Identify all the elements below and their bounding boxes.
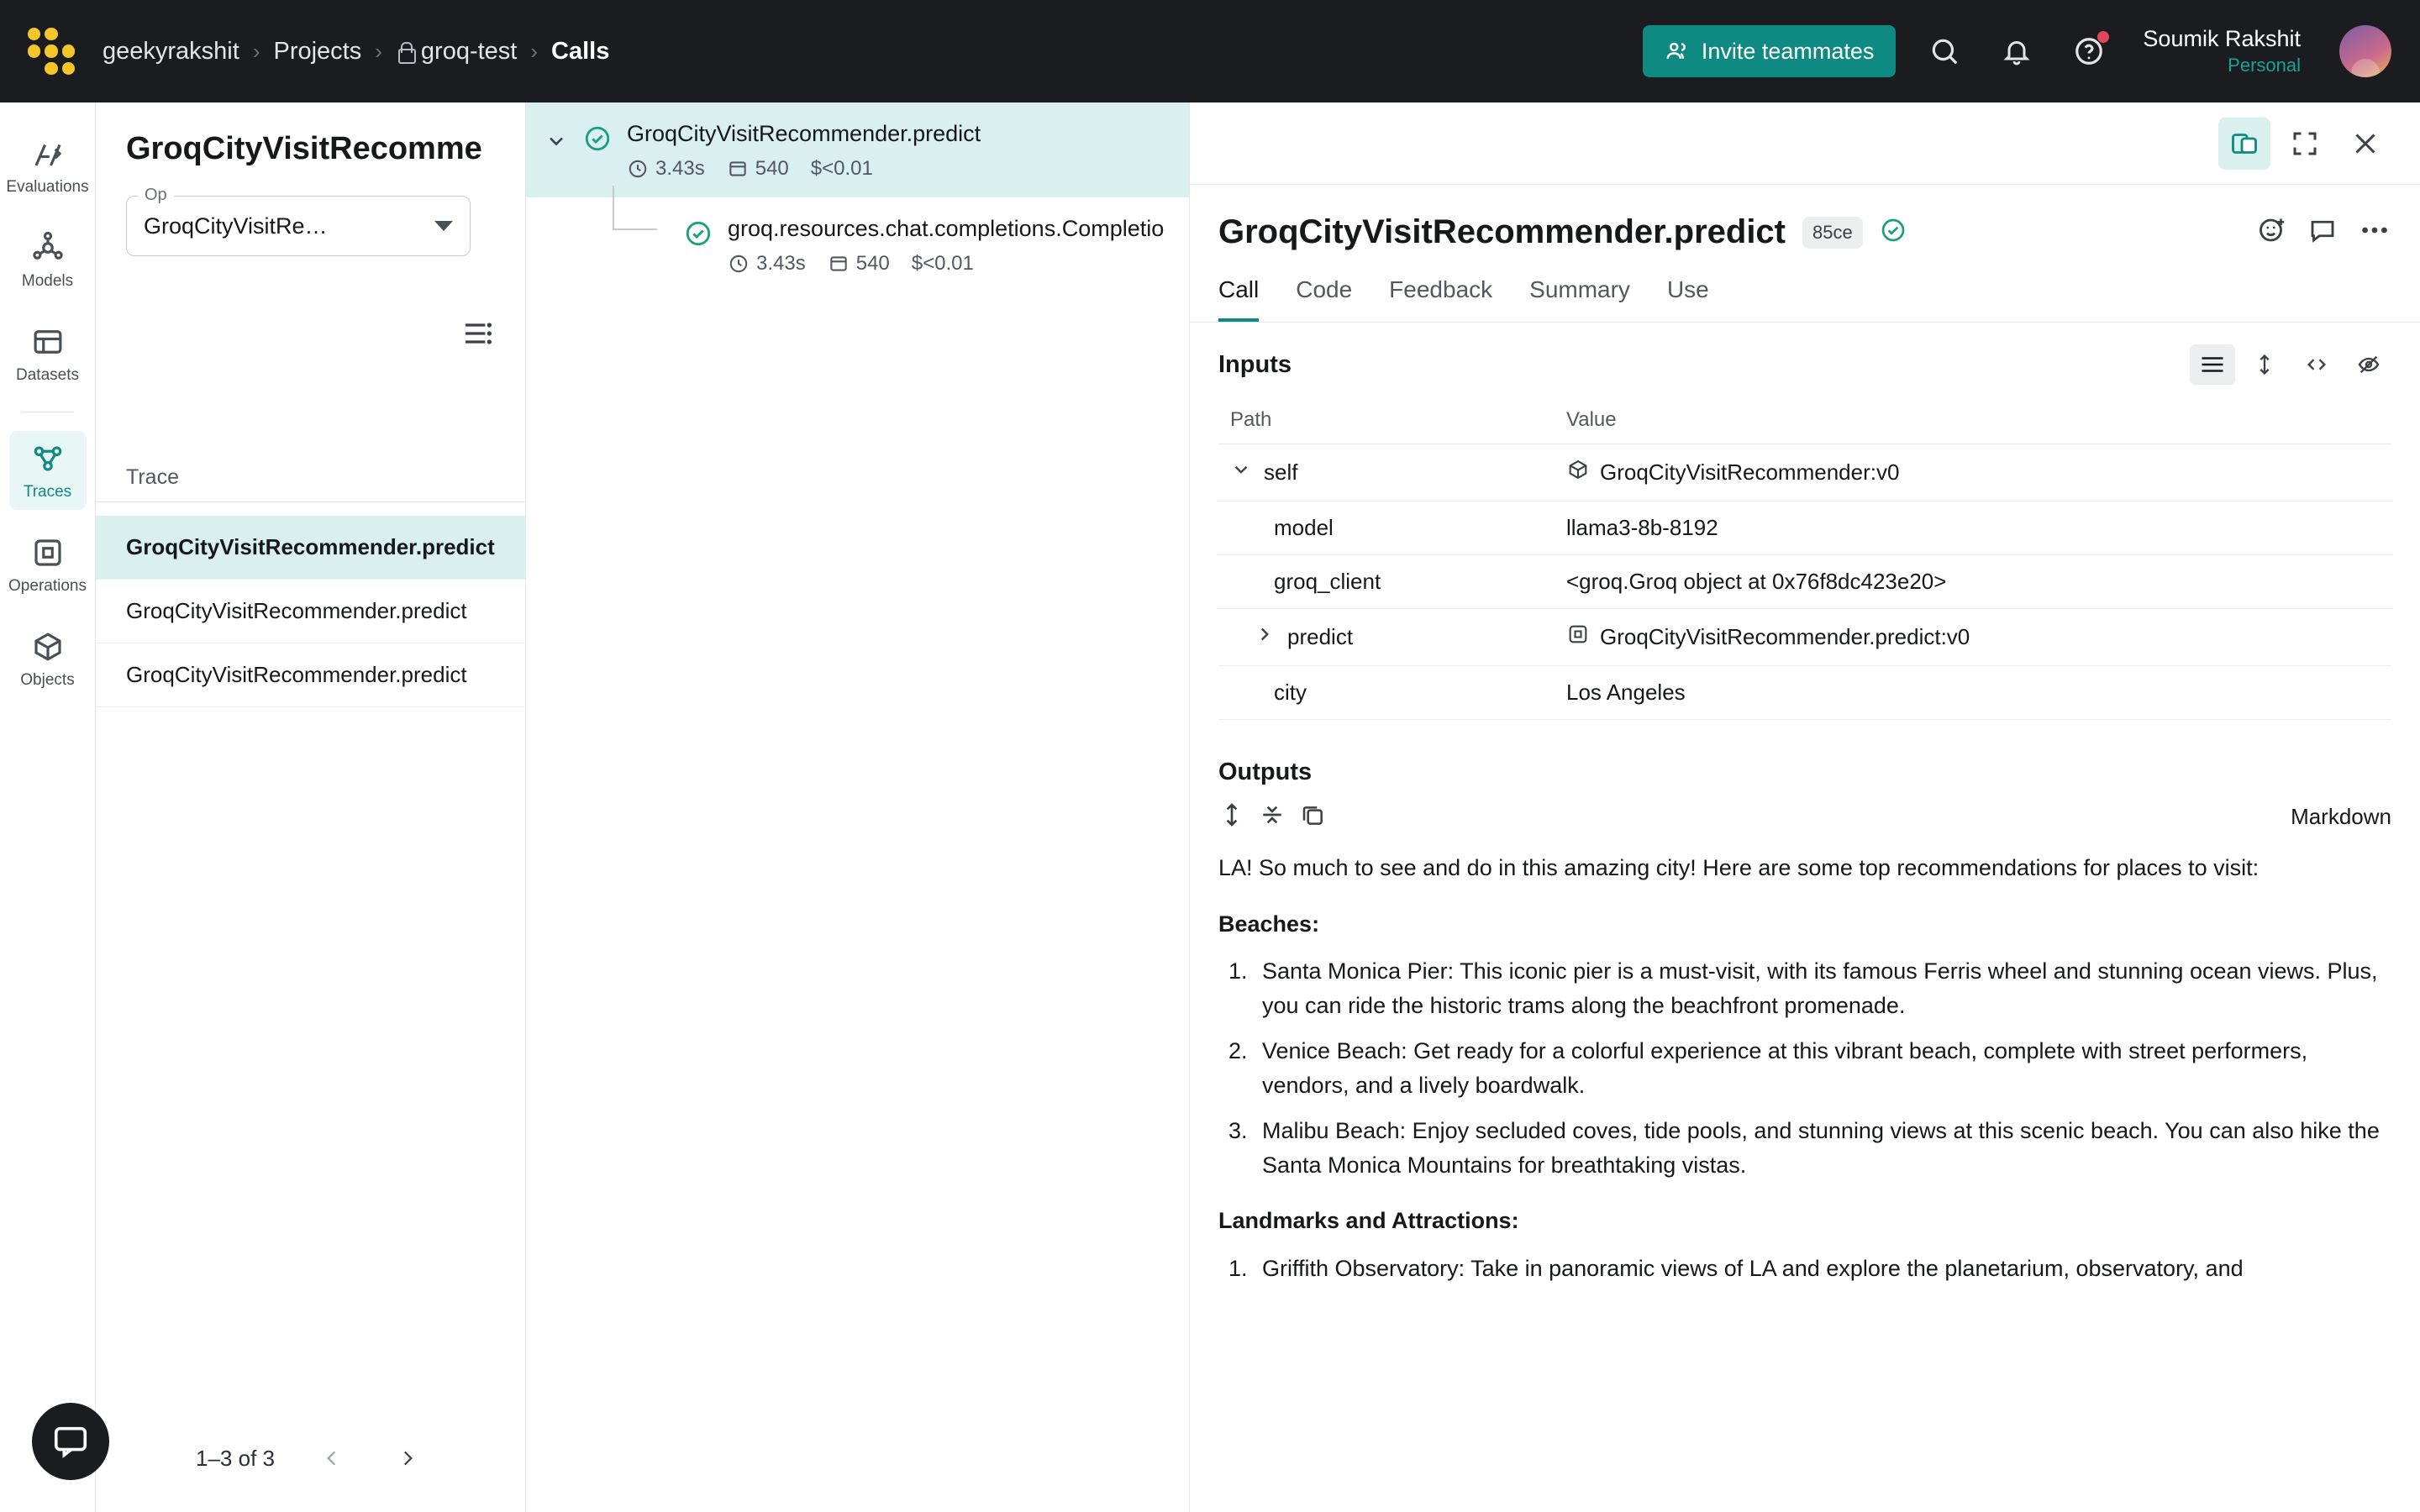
- chevron-right-icon[interactable]: [1254, 623, 1276, 651]
- evaluations-icon: [30, 136, 66, 171]
- sidebar-label-traces: Traces: [23, 483, 72, 501]
- inputs-title: Inputs: [1218, 350, 1292, 378]
- list-item: 2. Venice Beach: Get ready for a colorful experience at this vibrant beach, complete with street performers, vendors, and a lively boardwalk.: [1254, 1034, 2391, 1102]
- tokens-metric: [828, 252, 890, 276]
- inputs-table: [1218, 400, 2391, 720]
- inputs-view-tools: [2190, 344, 2391, 385]
- sidebar-label-objects: Objects: [20, 671, 75, 689]
- breadcrumb-entity[interactable]: geekyrakshit: [103, 37, 239, 65]
- list-item[interactable]: GroqCityVisitRecommender.predict: [96, 643, 526, 707]
- table-row[interactable]: [1218, 444, 2391, 501]
- duration-value: 3.43s: [756, 252, 806, 275]
- more-options-icon[interactable]: [2358, 215, 2391, 249]
- input-value-label[interactable]: GroqCityVisitRecommender.predict:v0: [1600, 624, 1970, 649]
- outputs-section-heading: Landmarks and Attractions:: [1218, 1208, 1519, 1233]
- column-settings-icon[interactable]: [461, 319, 495, 352]
- tokens-icon: [828, 253, 850, 275]
- invite-teammates-button[interactable]: [1643, 25, 1897, 77]
- notifications-bell-icon[interactable]: [1993, 28, 2040, 75]
- list-item: 3. Malibu Beach: Enjoy secluded coves, tide pools, and stunning views at this scenic beach. You can also hike the Santa Monica Mountains for breathtaking vistas.: [1254, 1114, 2391, 1182]
- duration-value: 3.43s: [655, 157, 705, 180]
- cube-icon: [1566, 458, 1590, 487]
- page-title: GroqCityVisitRecomme: [126, 131, 482, 166]
- input-value-cell: <groq.Groq object at 0x76f8dc423e20>: [1555, 555, 2391, 609]
- sidebar-item-datasets[interactable]: [9, 314, 87, 393]
- top-bar: [0, 0, 2420, 102]
- op-icon: [1566, 622, 1590, 652]
- status-success-icon: [1880, 217, 1907, 248]
- outputs-intro: LA! So much to see and do in this amazing city! Here are some top recommendations for places to visit:: [1218, 855, 2260, 880]
- expand-collapse-icon[interactable]: [2242, 344, 2287, 385]
- chevron-down-icon: [434, 221, 453, 231]
- breadcrumb-separator-icon: ›: [530, 38, 539, 64]
- op-filter: [126, 186, 471, 256]
- clock-icon: [728, 253, 750, 275]
- input-path-label: model: [1274, 515, 1334, 540]
- previous-page-button[interactable]: [313, 1440, 350, 1477]
- input-path-cell: [1218, 444, 1555, 501]
- sidebar-label-operations: Operations: [8, 577, 87, 595]
- trace-list: [96, 516, 526, 707]
- inputs-section-header: [1190, 323, 2420, 400]
- input-value-label[interactable]: GroqCityVisitRecommender:v0: [1600, 459, 1900, 485]
- input-path-label: predict: [1287, 624, 1354, 649]
- detail-window-controls: [1190, 102, 2420, 185]
- sidebar-item-evaluations[interactable]: [6, 126, 89, 205]
- people-icon: [1665, 39, 1690, 64]
- trace-node-name: GroqCityVisitRecommender.predict: [627, 121, 981, 146]
- sidebar-label-datasets: Datasets: [16, 366, 79, 384]
- trace-node-meta: [627, 157, 981, 181]
- table-row[interactable]: [1218, 555, 2391, 609]
- tree-connector-icon: [605, 186, 664, 244]
- list-item: 1. Santa Monica Pier: This iconic pier is a must-visit, with its famous Ferris wheel and stunning ocean views. Plus, you can ride the historic trams along the beachfront promenade.: [1254, 954, 2391, 1022]
- close-icon[interactable]: [2339, 118, 2391, 170]
- trace-tree-panel: [526, 102, 1190, 1512]
- detail-header: [1190, 185, 2420, 251]
- support-chat-button[interactable]: [32, 1403, 109, 1480]
- pagination-label: 1–3 of 3: [196, 1445, 275, 1471]
- user-name: Soumik Rakshit: [2143, 26, 2301, 52]
- detail-header-actions: [2257, 215, 2391, 249]
- help-icon[interactable]: [2065, 28, 2112, 75]
- outputs-title: Outputs: [1218, 759, 1313, 785]
- tokens-value: 540: [755, 157, 789, 180]
- trace-column-header: Trace: [96, 465, 526, 502]
- user-menu[interactable]: [2143, 25, 2301, 76]
- sidebar-label-models: Models: [21, 272, 74, 290]
- models-icon: [30, 230, 66, 265]
- cost-metric: [811, 157, 873, 181]
- breadcrumb-current: Calls: [551, 37, 610, 65]
- trace-tree-node[interactable]: [526, 102, 1189, 197]
- input-path-label: city: [1274, 680, 1307, 705]
- traces-icon: [30, 441, 66, 476]
- tab-call[interactable]: Call: [1218, 276, 1259, 322]
- search-icon[interactable]: [1921, 28, 1968, 75]
- next-page-button[interactable]: [389, 1440, 426, 1477]
- outputs-tools: [1190, 786, 2420, 832]
- outputs-markdown: [1190, 832, 2420, 1285]
- list-view-icon[interactable]: [2190, 344, 2235, 385]
- op-filter-select[interactable]: [126, 196, 471, 256]
- sidebar-item-objects[interactable]: [9, 619, 87, 698]
- datasets-icon: [30, 324, 66, 360]
- column-header-path: Path: [1218, 400, 1555, 444]
- input-path-cell: [1218, 609, 1555, 666]
- detail-tabs: [1190, 251, 2420, 323]
- trace-node-name: groq.resources.chat.completions.Completio: [728, 216, 1165, 241]
- pagination: [96, 1440, 526, 1477]
- comment-icon[interactable]: [2307, 215, 2338, 249]
- input-path-label: self: [1264, 459, 1298, 485]
- split-view-icon[interactable]: [2218, 118, 2270, 170]
- op-filter-legend: Op: [138, 186, 174, 205]
- table-row[interactable]: [1218, 609, 2391, 666]
- breadcrumb-project[interactable]: [396, 38, 517, 66]
- input-path-label: groq_client: [1274, 569, 1381, 594]
- cost-value: $<0.01: [911, 252, 974, 275]
- sidebar-item-models[interactable]: [9, 220, 87, 299]
- cost-value: $<0.01: [810, 157, 873, 180]
- duration-metric: [627, 157, 705, 181]
- list-item[interactable]: GroqCityVisitRecommender.predict: [96, 516, 526, 580]
- call-id-chip[interactable]: 85ce: [1802, 217, 1863, 249]
- collapse-all-icon[interactable]: [1259, 801, 1286, 832]
- outputs-section-list: [1254, 954, 2391, 1182]
- input-path-cell: [1218, 555, 1555, 609]
- op-filter-value: GroqCityVisitRe…: [144, 213, 328, 239]
- chat-icon: [51, 1422, 90, 1461]
- breadcrumb-separator-icon: ›: [252, 38, 260, 64]
- outputs-section-heading: Beaches:: [1218, 911, 1320, 937]
- user-plan: Personal: [2228, 55, 2301, 76]
- table-row[interactable]: [1218, 501, 2391, 555]
- sidebar-label-evaluations: Evaluations: [6, 178, 89, 196]
- input-value-cell: llama3-8b-8192: [1555, 501, 2391, 555]
- tab-code[interactable]: Code: [1296, 276, 1353, 302]
- status-success-icon: [684, 219, 713, 252]
- input-path-cell: [1218, 501, 1555, 555]
- breadcrumb-projects[interactable]: Projects: [273, 37, 362, 65]
- operations-icon: [30, 535, 66, 570]
- expand-all-icon[interactable]: [1218, 801, 1245, 832]
- call-detail-panel: [1190, 102, 2420, 1512]
- tokens-icon: [727, 158, 749, 180]
- calls-list-panel: [96, 102, 526, 1512]
- left-nav-rail: [0, 102, 96, 1512]
- trace-node-meta: [728, 252, 1164, 276]
- tab-use[interactable]: Use: [1666, 276, 1709, 302]
- copy-icon[interactable]: [1299, 801, 1326, 832]
- column-header-value: Value: [1555, 400, 2391, 444]
- breadcrumb-project-label: groq-test: [420, 37, 518, 65]
- duration-metric: [728, 252, 806, 276]
- input-value-cell: [1555, 609, 2391, 666]
- fullscreen-icon[interactable]: [2279, 118, 2331, 170]
- input-value-cell: Los Angeles: [1555, 666, 2391, 720]
- list-item: 1. Griffith Observatory: Take in panoramic views of LA and explore the planetarium, observatory, and: [1254, 1252, 2391, 1286]
- sidebar-item-operations[interactable]: [9, 525, 87, 604]
- tokens-metric: [727, 157, 789, 181]
- tokens-value: 540: [855, 252, 890, 275]
- list-item[interactable]: GroqCityVisitRecommender.predict: [96, 580, 526, 643]
- input-value-cell: [1555, 444, 2391, 501]
- sidebar-item-traces[interactable]: [9, 431, 87, 510]
- output-format-label[interactable]: Markdown: [2291, 804, 2391, 829]
- tab-summary[interactable]: Summary: [1529, 276, 1630, 302]
- add-reaction-icon[interactable]: [2257, 215, 2287, 249]
- top-bar-actions: [1643, 25, 2420, 77]
- logo-grid-icon: [28, 28, 75, 75]
- cost-metric: [912, 252, 974, 276]
- detail-title: GroqCityVisitRecommender.predict: [1218, 213, 1786, 250]
- chevron-down-icon[interactable]: [1230, 459, 1252, 486]
- table-header-row: [1218, 400, 2391, 444]
- breadcrumb-separator-icon: ›: [375, 38, 382, 64]
- table-row[interactable]: [1218, 666, 2391, 720]
- avatar[interactable]: [2339, 25, 2391, 77]
- breadcrumb: [103, 38, 609, 66]
- chevron-down-icon[interactable]: [544, 129, 568, 153]
- lock-icon: [396, 40, 414, 62]
- hide-icon[interactable]: [2346, 344, 2391, 385]
- objects-icon: [30, 629, 66, 664]
- code-view-icon[interactable]: [2294, 344, 2339, 385]
- trace-tree-node[interactable]: [526, 197, 1189, 292]
- tab-feedback[interactable]: Feedback: [1389, 276, 1493, 302]
- clock-icon: [627, 158, 649, 180]
- invite-teammates-label: Invite teammates: [1701, 38, 1875, 64]
- input-path-cell: [1218, 666, 1555, 720]
- outputs-section-list: [1254, 1252, 2391, 1286]
- app-logo[interactable]: [0, 0, 103, 102]
- help-badge-dot: [2097, 31, 2109, 43]
- status-success-icon: [583, 124, 612, 157]
